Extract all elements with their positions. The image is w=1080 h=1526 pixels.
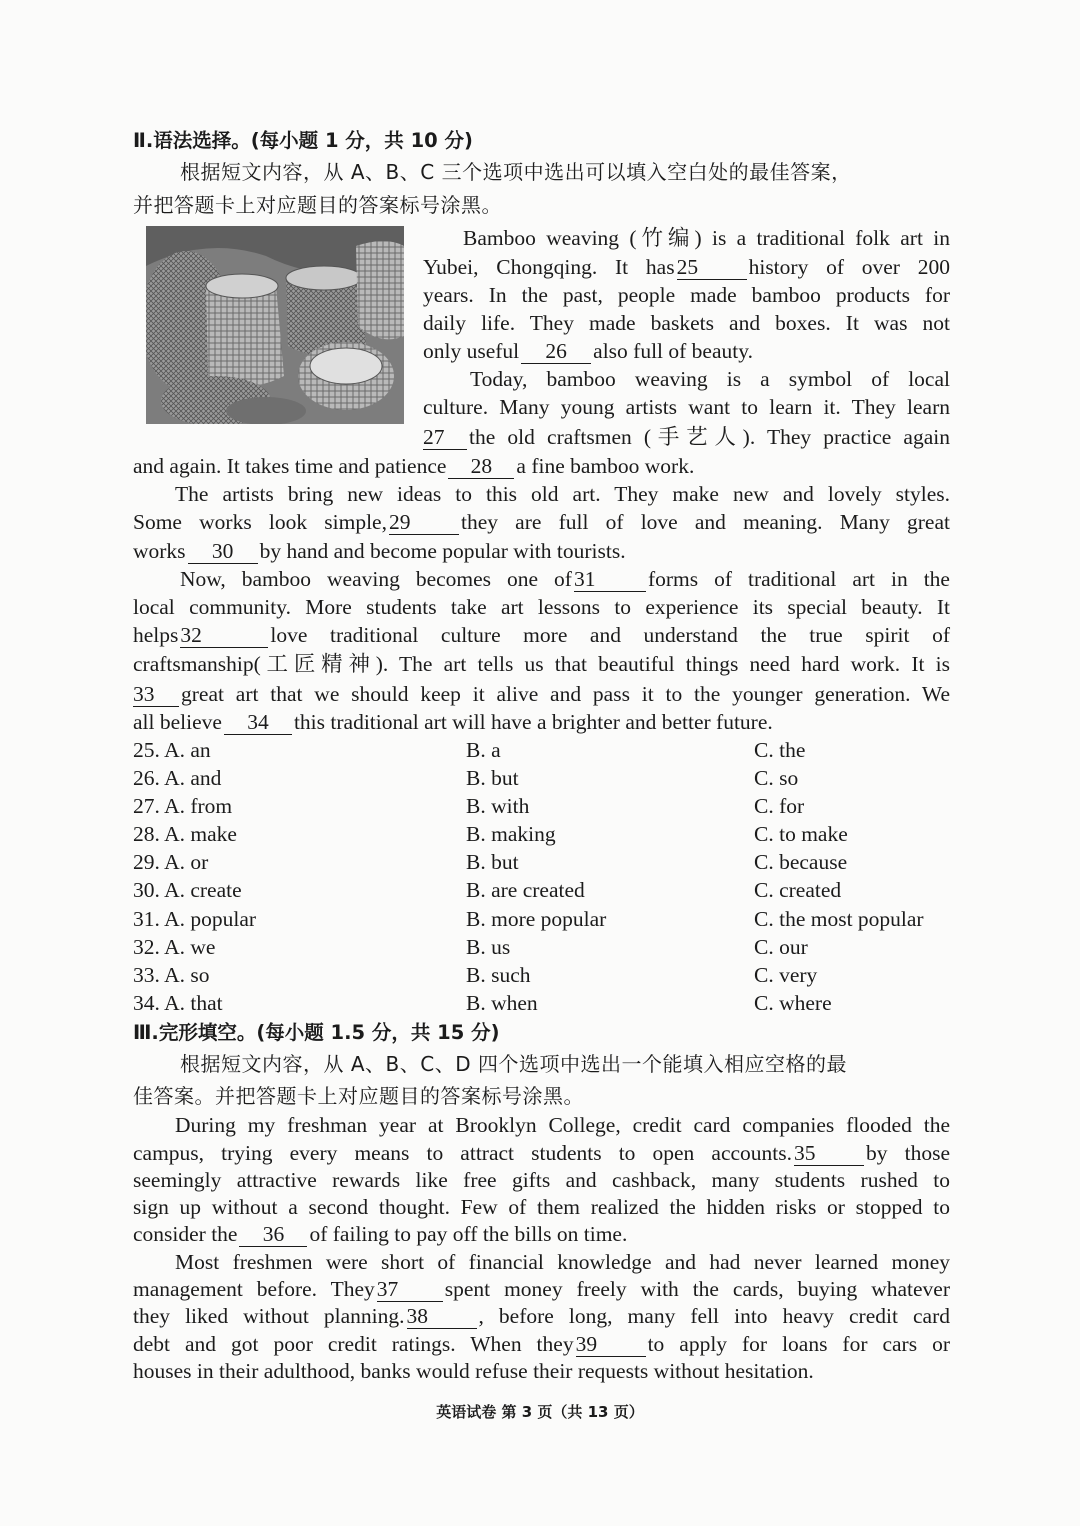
blank-37[interactable]: 37 [377, 1277, 443, 1302]
blank-35[interactable]: 35 [794, 1141, 864, 1166]
option-b[interactable]: B. us [466, 935, 511, 959]
blank-27[interactable]: 27 [423, 425, 467, 450]
bamboo-p1-line-4: daily life. They made baskets and boxes. It was not [423, 311, 950, 335]
bamboo-p1-line-2: Yubei, Chongqing. It has25 history of over 200 [423, 255, 950, 279]
option-c[interactable]: C. to make [754, 822, 848, 846]
bamboo-p4-line-2: local community. More students take art lessons to experience its special beauty. It [133, 595, 950, 619]
page-footer: 英语试卷 第 3 页（共 13 页） [436, 1403, 644, 1421]
option-row-31 [133, 905, 950, 933]
cloze-p1-line-1: During my freshman year at Brooklyn College, credit card companies flooded the [175, 1113, 950, 1137]
option-b[interactable]: B. but [466, 850, 519, 874]
bamboo-p3-line-3: works 30 by hand and become popular with tourists. [133, 539, 626, 563]
option-c[interactable]: C. for [754, 794, 805, 818]
bamboo-baskets-photo [146, 226, 404, 424]
cloze-p1-line-2: campus, trying every means to attract students to open accounts.35 by those [133, 1141, 951, 1165]
option-row-34 [133, 989, 950, 1017]
option-a[interactable]: 32. A. we [133, 935, 216, 959]
option-row-30 [133, 876, 950, 904]
bamboo-p2-line-1: Today, bamboo weaving is a symbol of local [470, 367, 950, 391]
blank-29[interactable]: 29 [389, 510, 459, 535]
option-row-26 [133, 764, 950, 792]
blank-28[interactable]: 28 [448, 454, 514, 479]
section-3-heading: Ⅲ.完形填空。(每小题 1.5 分，共 15 分) [133, 1021, 500, 1044]
blank-38[interactable]: 38 [407, 1304, 477, 1329]
option-a[interactable]: 31. A. popular [133, 907, 257, 931]
cloze-p1-line-4: sign up without a second thought. Few of them realized the hidden risks or stopped to [133, 1195, 950, 1219]
blank-31[interactable]: 31 [574, 567, 646, 592]
blank-30[interactable]: 30 [188, 539, 258, 564]
section-2-instruction-line-2: 并把答题卡上对应题目的答案标号涂黑。 [133, 193, 502, 217]
option-c[interactable]: C. the [754, 738, 806, 762]
option-row-25 [133, 736, 950, 764]
bamboo-p2-line-2: culture. Many young artists want to learn it. They learn [423, 395, 950, 419]
option-a[interactable]: 29. A. or [133, 850, 209, 874]
bamboo-p2-line-4: and again. It takes time and patience 28 a fine bamboo work. [133, 454, 695, 478]
option-row-33 [133, 961, 950, 989]
bamboo-p4-line-4: craftsmanship(工匠精神). The art tells us that beautiful things need hard work. It is [133, 652, 950, 676]
option-row-27 [133, 792, 950, 820]
blank-33[interactable]: 33 [133, 682, 179, 707]
bamboo-p2-line-3: 27 the old craftsmen (手艺人). They practice again [423, 425, 950, 449]
option-c[interactable]: C. where [754, 991, 832, 1015]
bamboo-p1-line-1: Bamboo weaving (竹编) is a traditional folk art in [463, 226, 950, 250]
bamboo-p1-line-5: only useful 26 also full of beauty. [423, 339, 753, 363]
bamboo-p4-line-1: Now, bamboo weaving becomes one of31 forms of traditional art in the [180, 567, 950, 591]
option-row-28 [133, 820, 950, 848]
blank-32[interactable]: 32 [180, 623, 268, 648]
option-a[interactable]: 34. A. that [133, 991, 223, 1015]
cloze-p2-line-2: management before. They37 spent money freely with the cards, buying whatever [133, 1277, 950, 1301]
option-row-29 [133, 848, 950, 876]
cloze-p1-line-3: seemingly attractive rewards like free gifts and cashback, many students rushed to [133, 1168, 950, 1192]
option-b[interactable]: B. when [466, 991, 538, 1015]
option-b[interactable]: B. making [466, 822, 556, 846]
option-c[interactable]: C. created [754, 878, 842, 902]
option-a[interactable]: 28. A. make [133, 822, 237, 846]
bamboo-p3-line-1: The artists bring new ideas to this old art. They make new and lovely styles. [175, 482, 950, 506]
section-2-instruction-line-1: 根据短文内容，从 A、B、C 三个选项中选出可以填入空白处的最佳答案， [180, 160, 852, 184]
section-2-heading: Ⅱ.语法选择。(每小题 1 分，共 10 分) [133, 129, 473, 152]
cloze-p2-line-4: debt and got poor credit ratings. When they39 to apply for loans for cars or [133, 1332, 950, 1356]
blank-39[interactable]: 39 [576, 1332, 646, 1357]
option-a[interactable]: 30. A. create [133, 878, 242, 902]
option-b[interactable]: B. but [466, 766, 519, 790]
option-c[interactable]: C. the most popular [754, 907, 924, 931]
option-c[interactable]: C. because [754, 850, 848, 874]
blank-26[interactable]: 26 [521, 339, 591, 364]
bamboo-p4-line-3: helps32 love traditional culture more and understand the true spirit of [133, 623, 950, 647]
option-a[interactable]: 27. A. from [133, 794, 233, 818]
cloze-p2-line-3: they liked without planning.38 , before long, many fell into heavy credit card [133, 1304, 950, 1328]
option-b[interactable]: B. are created [466, 878, 585, 902]
option-c[interactable]: C. our [754, 935, 808, 959]
bamboo-p1-line-3: years. In the past, people made bamboo products for [423, 283, 950, 307]
option-a[interactable]: 25. A. an [133, 738, 211, 762]
blank-34[interactable]: 34 [224, 710, 292, 735]
section-3-instruction-line-1: 根据短文内容，从 A、B、C、D 四个选项中选出一个能填入相应空格的最 [180, 1052, 847, 1076]
cloze-p2-line-1: Most freshmen were short of financial knowledge and had never learned money [175, 1250, 950, 1274]
blank-25[interactable]: 25 [677, 255, 747, 280]
cloze-p1-line-5: consider the 36 of failing to pay off the bills on time. [133, 1222, 628, 1246]
option-row-32 [133, 933, 950, 961]
cloze-p2-line-5: houses in their adulthood, banks would refuse their requests without hesitation. [133, 1359, 814, 1383]
option-c[interactable]: C. very [754, 963, 818, 987]
section-3-instruction-line-2: 佳答案。并把答题卡上对应题目的答案标号涂黑。 [133, 1084, 584, 1108]
option-b[interactable]: B. more popular [466, 907, 607, 931]
bamboo-p3-line-2: Some works look simple,29 they are full of love and meaning. Many great [133, 510, 950, 534]
option-b[interactable]: B. with [466, 794, 530, 818]
option-b[interactable]: B. such [466, 963, 531, 987]
option-a[interactable]: 26. A. and [133, 766, 222, 790]
option-c[interactable]: C. so [754, 766, 799, 790]
blank-36[interactable]: 36 [239, 1222, 307, 1247]
option-a[interactable]: 33. A. so [133, 963, 210, 987]
bamboo-p4-line-6: all believe 34 this traditional art will have a brighter and better future. [133, 710, 773, 734]
bamboo-p4-line-5: 33 great art that we should keep it alive and pass it to the younger generation. We [133, 682, 950, 706]
option-b[interactable]: B. a [466, 738, 501, 762]
